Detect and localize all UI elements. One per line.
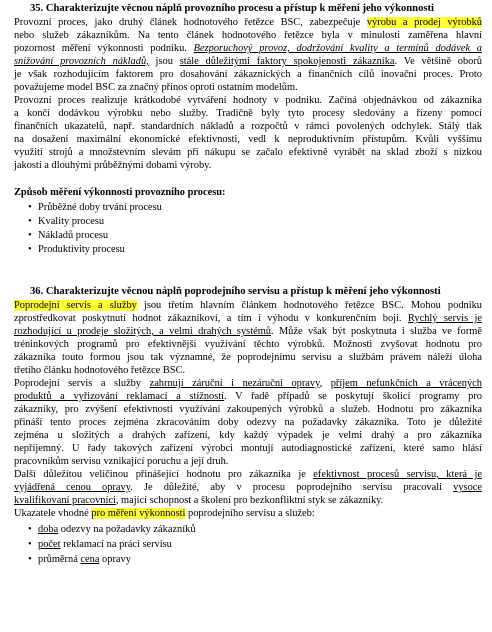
s35-line-11: využití strojů a množstevním slevám při nákupu se začalo efektivně vyrábět na sklad zboží s nízkou <box>14 147 482 158</box>
s36-line-7: Poprodejní servis a služby zahrnují záruční i nezáruční opravy, příjem nefunkčních a vrácených <box>14 378 482 389</box>
s35-line-8: a končí dodávkou výrobku nebo služby. Tradičně byly tyto procesy sledovány a řízeny pomocí <box>14 108 482 119</box>
highlight: Poprodejní servis a služby <box>14 300 137 311</box>
s36-line-10: přináší tento proces zejména zkracováním doby odezvy na požadavky zákazníka. Toto je důležité <box>14 417 482 428</box>
highlight: pro měření výkonnosti <box>91 508 186 519</box>
s35-line-12: jakostí a dlouhými průběžnými dobami výroby. <box>14 160 212 171</box>
s36-line-14: Další důležitou veličinou přinášející hodnotu pro zákazníka je efektivnost procesů servisu, která je <box>14 469 482 480</box>
s35-line-10: na dosažení maximální ekonomické efektivnosti, vedl k neproduktivním přístupům. Kvůli vyššímu <box>14 134 482 145</box>
highlight: výrobu a prodej výrobků <box>366 17 482 28</box>
list-item: • Kvality procesu <box>38 215 104 228</box>
s36-line-1: Poprodejní servis a služby jsou třetím hlavním článkem hodnotového řetězce BSC. Mohou podniku <box>14 300 482 311</box>
s36-line-8: produktů a vyřizování reklamací a stížností. V řadě případů se poskytují školicí programy pro <box>14 391 482 402</box>
s35-subheading: Způsob měření výkonnosti provozního procesu: <box>14 187 226 198</box>
s35-line-6: považujeme model BSC za značný přínos oproti ostatním modelům. <box>14 82 298 93</box>
s35-line-1: Provozní proces, jako druhý článek hodnotového řetězce BSC, zabezpečuje výrobu a prodej výrobků <box>14 17 482 28</box>
s35-line-7: Provozní proces realizuje krátkodobé vytváření hodnoty v podniku. Začíná objednávkou od zákazníka <box>14 95 482 106</box>
s36-line-6: třetího článku hodnotového řetězce BSC. <box>14 365 186 376</box>
s35-line-4: snižování provozních nákladů, jsou stále důležitými faktory spokojenosti zákazníka. Ve většině oborů <box>14 56 482 67</box>
list-item: • Produktivity procesu <box>38 243 125 256</box>
s35-line-2: nebo služeb zákazníkům. Na tento článek hodnotového řetězce byla v minulosti zaměřena hlavní <box>14 30 482 41</box>
s35-line-3: pozornost měření výkonnosti podniku. Bezporuchový provoz, dodržování kvality a termínů dodávek a <box>14 43 482 54</box>
list-item: • Průběžné doby trvání procesu <box>38 201 162 214</box>
section-36-heading: 36. Charakterizujte věcnou náplň poprodejního servisu a přístup k měření jeho výkonnosti <box>30 286 441 297</box>
s35-line-9: finančních ukazatelů, např. standardních nákladů a rozpočtů v rámci povolených odchylek. Stálý tlak <box>14 121 482 132</box>
s36-line-15: vyjádřená cenou opravy. Je důležité, aby v procesu poprodejního servisu pracovali vysoce <box>14 482 482 493</box>
s36-line-11: zejména u složitých a drahých zařízení, kdy každý výpadek je velmi drahý a pro zákazníka <box>14 430 482 441</box>
s36-line-13: pracovníkům servisu vznikající poruchu a její druh. <box>14 456 229 467</box>
s36-line-17: Ukazatele vhodné pro měření výkonnosti poprodejního servisu a služeb: <box>14 508 315 519</box>
s36-line-4: tréninkových programů pro efektivnější využívání těchto výrobků. Možnosti zvyšovat hodnotu pro <box>14 339 482 350</box>
s36-line-16: kvalifikovaní pracovníci, mající schopnost a školení pro bezkonfliktní styk se zákazníky. <box>14 495 384 506</box>
list-item: • průměrná cena opravy <box>38 553 131 566</box>
s35-line-5: je však rozhodujícím faktorem pro dosahování zákaznických a finančních cílů inovační proces. Proto <box>14 69 482 80</box>
list-item: • Nákladů procesu <box>38 229 108 242</box>
s36-line-12: nepříjemný. U řady takových zařízení výrobci montují autodiagnostické zařízení, které samo hlásí <box>14 443 482 454</box>
list-item: • počet reklamací na práci servisu <box>38 538 172 551</box>
list-item: • doba odezvy na požadavky zákazníků <box>38 523 196 536</box>
s36-line-5: zákazníka touto formou jsou tak významné, že poprodejnímu servisu a službám právem náleží úloha <box>14 352 482 363</box>
s36-line-9: zákazníky, pro zvýšení efektivnosti využívání zakoupených výrobků a služeb. Hodnotu pro zákazníka <box>14 404 482 415</box>
s36-line-3: rozhodující u prodeje složitých, a velmi drahých systémů. Může však být poskytnuta i služba ve formě <box>14 326 482 337</box>
s36-line-2: zprostředkovat poskytnutí hodnot zákazníkovi, a tím i výhodu v konkurenčním boji. Rychlý servis je <box>14 313 482 324</box>
section-35-heading: 35. Charakterizujte věcnou náplň provozního procesu a přístup k měření jeho výkonnosti <box>30 3 434 14</box>
